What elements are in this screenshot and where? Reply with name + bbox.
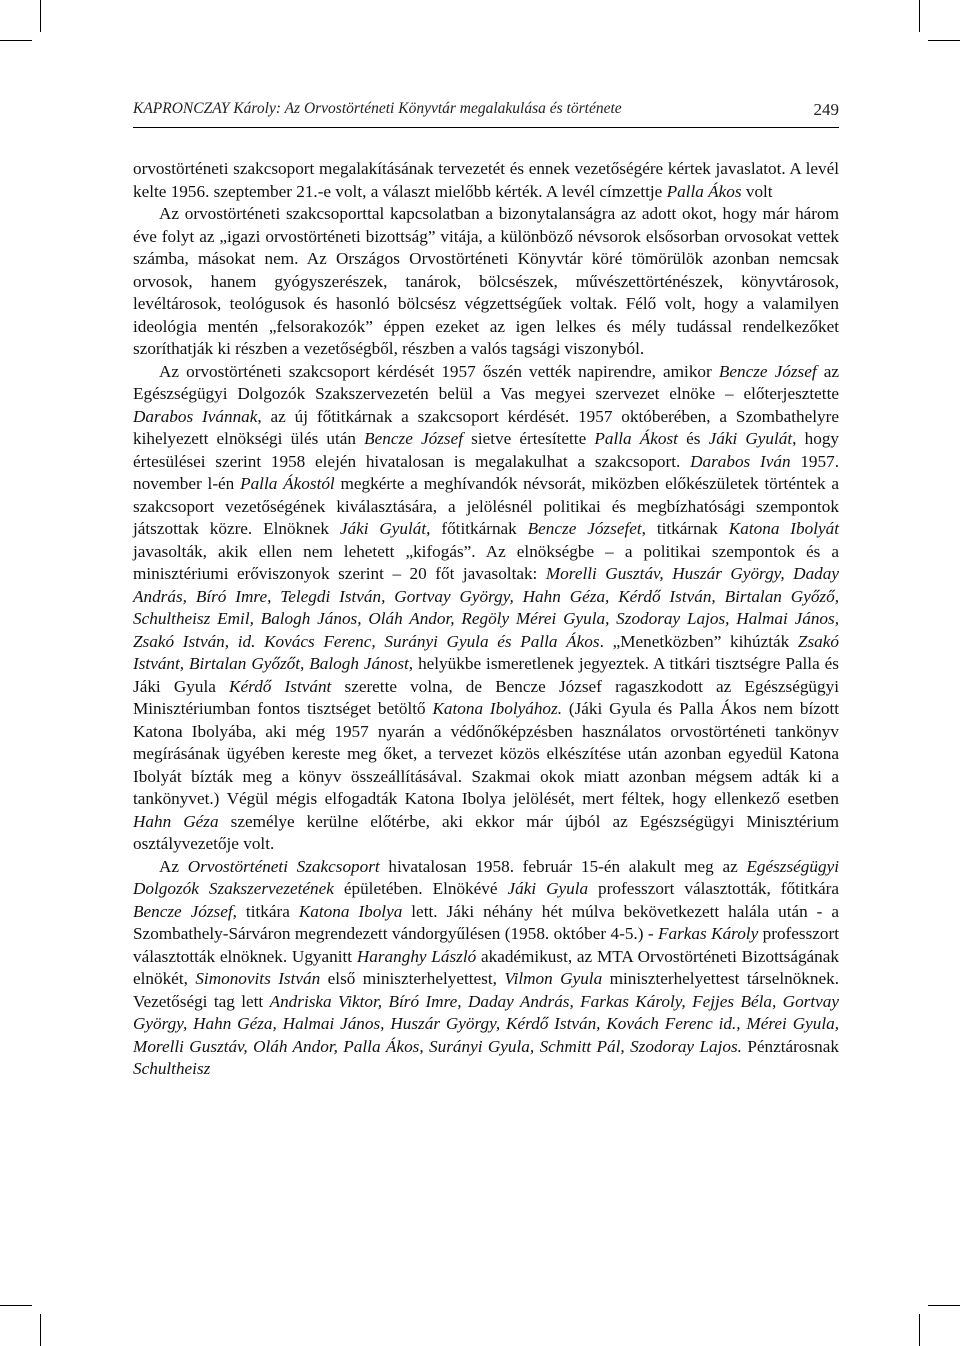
header-rule [133,127,839,128]
italic-name: Morelli Gusztáv, Huszár György, Daday András, Bíró Imre, Telegdi István, Gortvay György, Hahn Géza, Kérdő István, Birtalan Győző, Schultheisz Emil, Balogh János, Oláh Andor, Regöly Mérei Gyula, Szodoray Lajos, Halmai János, Zsakó István, id. Kovács Ferenc, Surányi Gyula és Palla Ákos [133,564,839,651]
text-run: , titkárnak [641,519,729,538]
running-header [133,100,839,118]
text-run: megkérte a meghívandók névsorát, miközben előkészületek történtek a szakcsoport vezetőségének kiválasztására, a jelölésnél politikai és megbízhatósági szempontok játszottak közre. Elnöknek [133,474,839,538]
italic-name: Katona Ibolya [298,901,403,921]
text-run: (Jáki Gyula és Palla Ákos nem bízott Katona Ibolyába, aki még 1957 nyarán a védőnőképzésben használatos orvostörténeti tankönyv megírásának ügyében kereste meg őket, a tervezet közös elkészítése után azonban egyedül Katona Ibolyát bízták meg a könyv összeállításával. Szakmai okok miatt azonban mégsem adták ki a tankönyvet.) Végül mégis elfogadták Katona Ibolya jelölését, mert féltek, hogy ellenkező esetben [133,699,839,808]
crop-mark-bottom-right [919,1314,920,1346]
text-run: Az orvostörténeti szakcsoport kérdését 1957 őszén vették napirendre, amikor [159,361,719,381]
text-run: , az új főtitkárnak a szakcsoport kérdését. 1957 októberében, a Szombathelyre kihelyezett elnökségi ülés után [133,406,839,448]
italic-name: Katona Ibolyához. [432,699,562,718]
italic-name: Jáki Gyulát [339,519,427,538]
crop-mark-bottom-right-h [928,1305,960,1306]
italic-name: Kérdő Istvánt [229,676,332,696]
italic-name: Darabos Ivánnak [133,406,258,426]
paragraph [133,856,839,1081]
text-run: Az [159,856,188,876]
italic-name: Bencze Józsefet [527,519,642,538]
text-run: Pénztárosnak [741,1036,839,1056]
text-run: volt [741,181,773,201]
italic-name: Jáki Gyulát [708,429,793,448]
text-run: , hogy értesülései szerint 1958 elején hivatalosan is megalakulhat a szakcsoport. [133,429,839,471]
italic-name: Bencze József [133,901,233,921]
text-run: , főtitkárnak [426,519,528,538]
crop-mark-top-right [919,0,920,32]
italic-name: Egészségügyi Dolgozók Szakszervezetének [133,856,839,898]
paragraph [133,203,839,361]
italic-name: Darabos Iván [690,451,791,471]
italic-name: Andriska Viktor, Bíró Imre, Daday András, Farkas Károly, Fejjes Béla, Gortvay György, Hahn Géza, Halmai János, Huszár György, Kérdő István, Kovách Ferenc id., Mérei Gyula, Morelli Gusztáv, Oláh Andor, Palla Ákos, Surányi Gyula, Schmitt Pál, Szodoray Lajos. [133,991,839,1056]
crop-mark-top-left [40,0,41,32]
text-run: , helyükbe ismeretlenek jegyeztek. A titkári tisztségre Palla és Jáki Gyula [133,654,840,696]
text-run: . „Menetközben” kihúzták [599,631,798,651]
text-run: szerette volna, de Bencze József ragaszkodott az Egészségügyi Minisztériumban fontos tisztséget betöltő [133,676,839,718]
italic-name: Katona Ibolyát [728,519,839,538]
italic-name: Bencze József [718,361,817,381]
crop-mark-top-left-h [0,40,32,41]
italic-name: Palla Ákostól [240,474,335,493]
text-run: épületében. Elnökévé [333,879,508,898]
italic-name: Bencze József [364,429,463,448]
italic-name: Haranghy László [356,946,477,966]
text-run: hivatalosan 1958. február 15-én alakult meg az [379,856,747,876]
text-run: sietve értesítette [463,429,595,448]
italic-name: Palla Ákost [594,429,678,448]
italic-name: Zsakó Istvánt, Birtalan Győzőt, Balogh Jánost [133,631,839,673]
text-run: 1957. november l-én [133,451,840,493]
italic-name: Schultheisz [133,1059,211,1078]
crop-mark-bottom-left [40,1314,41,1346]
paragraph [133,361,839,856]
paragraph [133,158,839,203]
page-number: 249 [813,100,839,119]
text-run: első miniszterhelyettest, [320,969,505,988]
text-run: orvostörténeti szakcsoport megalakításának tervezetét és ennek vezetőségére kértek javaslatot. A levél kelte 1956. szeptember 21.-e volt, a választ mielőbb kérték. A levél címzettje [133,159,839,201]
italic-name: Farkas Károly [658,924,759,943]
italic-name: Orvostörténeti Szakcsoport [187,856,380,876]
text-run: lett. Jáki néhány hét múlva bekövetkezett halála után - a Szombathely-Sárváron megrendezett vándorgyűlésen (1958. október 4-5.) - [133,901,839,943]
text-run: az Egészségügyi Dolgozók Szakszervezetén belül a Vas megyei szervezet elnöke – előterjesztette [133,361,839,403]
text-run: Az orvostörténeti szakcsoporttal kapcsolatban a bizonytalanságra az adott okot, hogy már három éve folyt az „igazi orvostörténeti bizottság” vitája, a különböző névsorok elsősorban orvosokat vettek számba, másokat nem. Az Országos Orvostörténeti Könyvtár köré tömörülök azonban nemcsak orvosok, hanem gyógyszerészek, tanárok, bölcsészek, művészettörténészek, könyvtárosok, levéltárosok, teológusok és hasonló bölcsész végzettségűek voltak. Félő volt, hogy a valamilyen ideológia mentén „felsorakozók” éppen ezeket az igen lelkes és mély tudással rendelkezőket szoríthatják ki részben a vezetőségből, részben a valós tagsági viszonyból. [133,204,839,358]
italic-name: Simonovits István [195,969,321,988]
italic-name: Hahn Géza [133,811,219,831]
italic-name: Palla Ákos [666,181,742,201]
text-run: , titkára [232,901,299,921]
text-run: miniszterhelyettest társelnöknek. Vezetőségi tag lett [133,969,840,1011]
crop-mark-bottom-left-h [0,1305,32,1306]
italic-name: Vilmon Gyula [504,969,603,988]
running-title: KAPRONCZAY Károly: Az Orvostörténeti Könyvtár megalakulása és története [133,100,622,117]
italic-name: Jáki Gyula [507,879,589,898]
text-run: és [677,429,709,448]
text-run: professzort választották elnöknek. Ugyanitt [133,924,839,966]
crop-mark-top-right-h [928,40,960,41]
text-run: javasolták, akik ellen nem lehetett „kifogás”. Az elnökségbe – a politikai szempontok és a minisztériumi erőviszonyok szerint – 20 főt javasoltak: [133,541,839,583]
body-text [133,158,839,1081]
text-run: akadémikust, az MTA Orvostörténeti Bizottságának elnökét, [133,946,839,988]
text-run: személye kerülne előtérbe, aki ekkor már újból az Egészségügyi Minisztérium osztályvezetője volt. [133,811,839,853]
text-run: professzort választották, főtitkára [588,879,839,898]
